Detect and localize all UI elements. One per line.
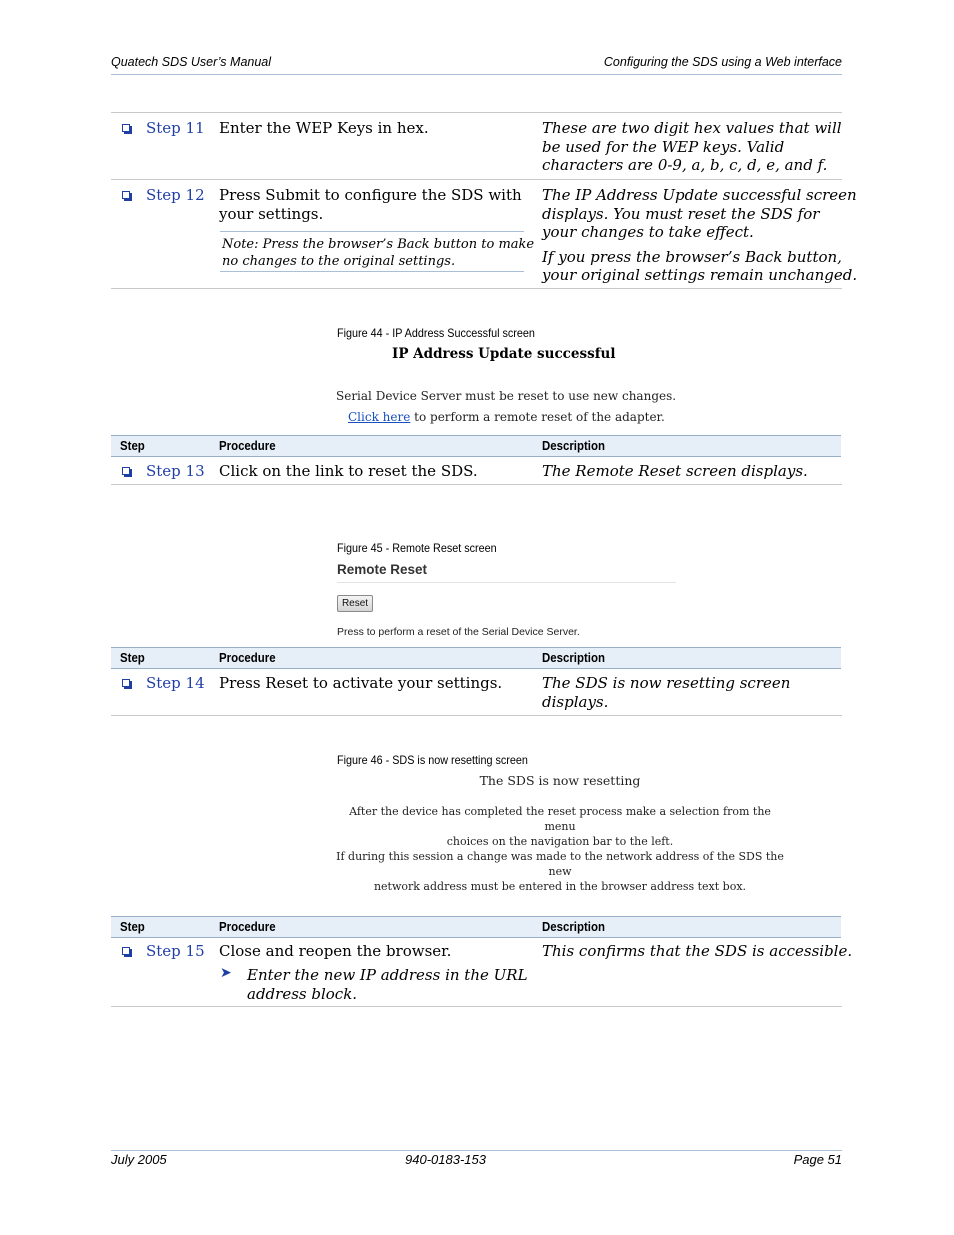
header-rule (111, 74, 842, 75)
desc-line: displays. (542, 692, 609, 711)
proc-line: Press Submit to configure the SDS with (219, 186, 522, 204)
col-procedure: Procedure (219, 650, 276, 665)
step-12-description (542, 186, 857, 285)
row-divider (111, 715, 842, 716)
header-left: Quatech SDS User’s Manual (111, 55, 272, 69)
step-13-procedure: Click on the link to reset the SDS. (219, 462, 478, 480)
col-procedure: Procedure (219, 919, 276, 934)
checkbox-icon (122, 679, 130, 687)
desc-line: characters are 0-9, a, b, c, d, e, and f. (542, 156, 828, 174)
header-right: Configuring the SDS using a Web interface (603, 55, 842, 69)
checkbox-icon (122, 947, 130, 955)
desc-line: displays. You must reset the SDS for (542, 204, 820, 223)
row-divider (111, 1006, 842, 1007)
step-15-description: This confirms that the SDS is accessible. (542, 942, 853, 960)
step-12-label: Step 12 (146, 186, 205, 204)
step-12-note (222, 236, 534, 270)
desc-line: These are two digit hex values that will (542, 119, 842, 137)
table-header (111, 435, 841, 457)
para-line: network address must be entered in the browser address text box. (373, 880, 747, 893)
step-13-label: Step 13 (146, 462, 205, 480)
step-11-label: Step 11 (146, 119, 205, 137)
col-description: Description (542, 650, 605, 665)
table-header (111, 916, 841, 938)
col-step: Step (120, 650, 145, 665)
click-here-link[interactable]: Click here (348, 410, 411, 424)
step-11-procedure: Enter the WEP Keys in hex. (219, 119, 429, 137)
checkbox-icon (122, 467, 130, 475)
figure-44-line2-rest: to perform a remote reset of the adapter. (410, 410, 665, 424)
desc-line: The SDS is now resetting screen (542, 674, 791, 692)
note-bottom-rule (220, 271, 524, 272)
sub-line: Enter the new IP address in the URL (247, 966, 528, 984)
para-line: After the device has completed the reset process make a selection from the menu (349, 805, 771, 833)
step-14-label: Step 14 (146, 674, 205, 692)
figure-45-rule (337, 582, 676, 583)
step-15-procedure: Close and reopen the browser. (219, 942, 452, 960)
row-divider (111, 179, 842, 180)
figure-44-caption: Figure 44 - IP Address Successful screen (337, 326, 535, 340)
figure-45-caption: Figure 45 - Remote Reset screen (337, 541, 497, 555)
figure-45-text: Press to perform a reset of the Serial Device Server. (337, 626, 580, 638)
footer-doc-number: 940-0183-153 (405, 1152, 486, 1167)
col-description: Description (542, 919, 605, 934)
para-line: If during this session a change was made to the network address of the SDS the new (336, 850, 784, 878)
row-divider (111, 484, 842, 485)
desc-line: If you press the browser’s Back button, (542, 247, 842, 266)
desc-line: your original settings remain unchanged. (542, 266, 858, 284)
table-header (111, 647, 841, 669)
step-11-description (542, 119, 842, 175)
desc-line: your changes to take effect. (542, 223, 754, 241)
footer-date: July 2005 (111, 1152, 167, 1167)
checkbox-icon (122, 191, 130, 199)
step-14-procedure: Press Reset to activate your settings. (219, 674, 503, 692)
figure-44-line1: Serial Device Server must be reset to use new changes. (336, 389, 677, 403)
arrow-bullet-icon: ➤ (220, 965, 232, 981)
checkbox-icon (122, 124, 130, 132)
table-top-rule (111, 112, 842, 113)
figure-46-para2 (335, 849, 785, 894)
reset-button[interactable]: Reset (337, 595, 373, 612)
figure-44-title: IP Address Update successful (392, 346, 616, 362)
note-line: no changes to the original settings. (222, 254, 456, 269)
step-12-procedure (219, 186, 522, 223)
figure-44-line2 (348, 410, 665, 424)
note-top-rule (220, 231, 524, 232)
step-13-description: The Remote Reset screen displays. (542, 462, 808, 480)
para-line: choices on the navigation bar to the left. (446, 835, 674, 848)
col-description: Description (542, 438, 605, 453)
figure-46-para1 (335, 804, 785, 849)
step-15-label: Step 15 (146, 942, 205, 960)
note-line: Note: Press the browser’s Back button to make (222, 237, 535, 252)
col-step: Step (120, 438, 145, 453)
figure-45-title: Remote Reset (337, 562, 428, 577)
desc-line: be used for the WEP keys. Valid (542, 137, 785, 156)
proc-line: your settings. (219, 204, 324, 223)
step-14-description (542, 674, 790, 711)
desc-line: The IP Address Update successful screen (542, 186, 857, 204)
col-step: Step (120, 919, 145, 934)
row-divider (111, 288, 842, 289)
col-procedure: Procedure (219, 438, 276, 453)
sub-line: address block. (247, 984, 358, 1003)
figure-46-caption: Figure 46 - SDS is now resetting screen (337, 753, 528, 767)
step-15-subitem (247, 966, 528, 1003)
footer-page-number: Page 51 (793, 1152, 842, 1167)
footer-rule (111, 1150, 842, 1151)
figure-46-title: The SDS is now resetting (479, 773, 641, 788)
